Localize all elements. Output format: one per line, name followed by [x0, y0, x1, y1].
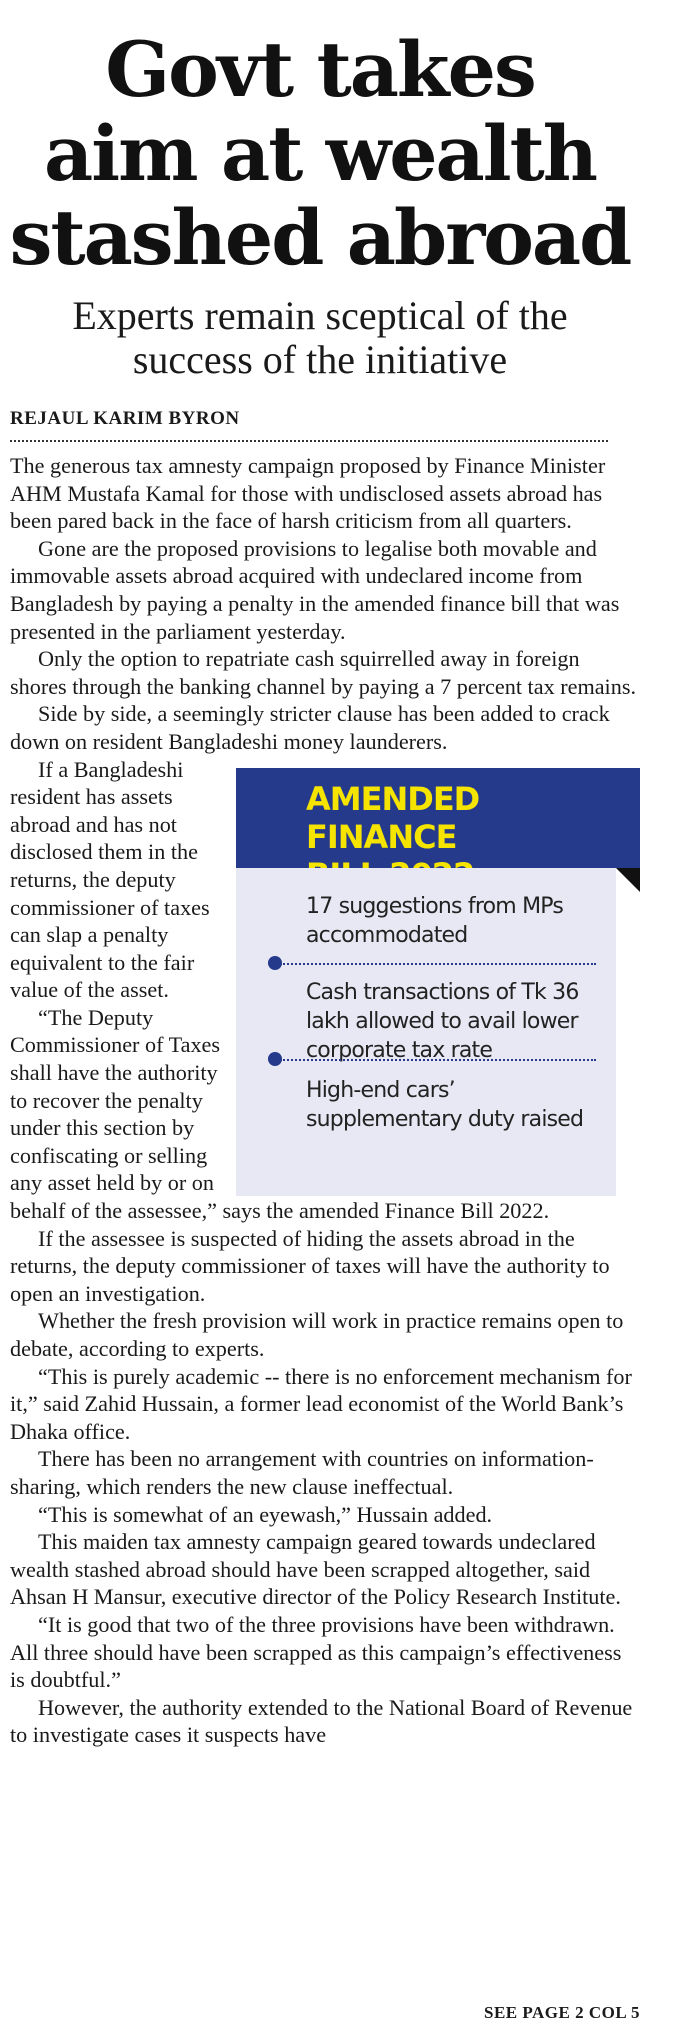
paragraph: The generous tax amnesty campaign proposed by Finance Minister AHM Mustafa Kamal for those with undisclosed assets abroad has been pared back in the face of harsh criticism from all quarters. [10, 453, 606, 534]
infobox-item: 17 suggestions from MPs accommodated [306, 893, 564, 948]
bullet-dot-icon [268, 1052, 282, 1066]
paragraph: There has been no arrangement with countries on information-sharing, which renders the new clause ineffectual. [10, 1446, 594, 1499]
paragraph: “This is somewhat of an eyewash,” Hussain added. [38, 1501, 493, 1527]
subheadline-line: success of the initiative [132, 337, 508, 382]
corner-triangle-icon [616, 868, 640, 892]
paragraph: Side by side, a seemingly stricter clause has been added to crack down on resident Bangladeshi money launderers. [10, 701, 610, 754]
paragraph: Only the option to repatriate cash squirrelled away in foreign shores through the banking channel by paying a 7 percent tax remains. [10, 646, 636, 699]
headline-line: aim at wealth [43, 109, 597, 198]
continuation-reference: SEE PAGE 2 COL 5 [484, 2003, 640, 2022]
infobox-divider [280, 1059, 596, 1061]
article-body [10, 452, 640, 1749]
subheadline [0, 294, 640, 382]
paragraph: “The Deputy Commissioner of Taxes shall have the authority to recover the penalty under this section by confiscating or selling any asset held by or on behalf of the assessee,” says the amended Finance Bill 2022. [10, 1004, 550, 1224]
paragraph: Whether the fresh provision will work in practice remains open to debate, according to experts. [10, 1308, 624, 1361]
paragraph: “It is good that two of the three provisions have been withdrawn. All three should have been scrapped as this campaign’s effectiveness is doubtful.” [10, 1611, 622, 1693]
subheadline-line: Experts remain sceptical of the [72, 293, 568, 338]
paragraph: If the assessee is suspected of hiding the assets abroad in the returns, the deputy commissioner of taxes will have the authority to open an investigation. [10, 1225, 610, 1306]
paragraph: “This is purely academic -- there is no enforcement mechanism for it,” said Zahid Hussain, a former lead economist of the World Bank’s Dhaka office. [10, 1363, 632, 1444]
infobox-header [236, 768, 640, 868]
infobox-title-line: AMENDED FINANCE [306, 779, 480, 856]
infobox [236, 768, 640, 1196]
infobox-item: Cash transactions of Tk 36 lakh allowed to avail lower corporate tax rate [306, 979, 579, 1063]
paragraph: Gone are the proposed provisions to legalise both movable and immovable assets abroad acquired with undeclared income from Bangladesh by paying a penalty in the amended finance bill that was presented in the parliament yesterday. [10, 535, 620, 644]
bullet-dot-icon [268, 956, 282, 970]
headline [0, 25, 640, 282]
byline-divider [10, 440, 608, 442]
paragraph: If a Bangladeshi resident has assets abroad and has not disclosed them in the returns, the deputy commissioner of taxes can slap a penalty equivalent to the fair value of the asset. [10, 756, 210, 1003]
infobox-item: High-end cars’ supplementary duty raised [306, 1077, 584, 1132]
infobox-divider [280, 963, 596, 965]
headline-line: Govt takes [105, 25, 535, 114]
byline: REJAUL KARIM BYRON [10, 408, 240, 429]
paragraph: However, the authority extended to the National Board of Revenue to investigate cases it suspects have [10, 1694, 633, 1748]
paragraph: This maiden tax amnesty campaign geared towards undeclared wealth stashed abroad should have been scrapped altogether, said Ahsan H Mansur, executive director of the Policy Research Institute. [10, 1529, 621, 1610]
headline-line: stashed abroad [9, 193, 631, 282]
